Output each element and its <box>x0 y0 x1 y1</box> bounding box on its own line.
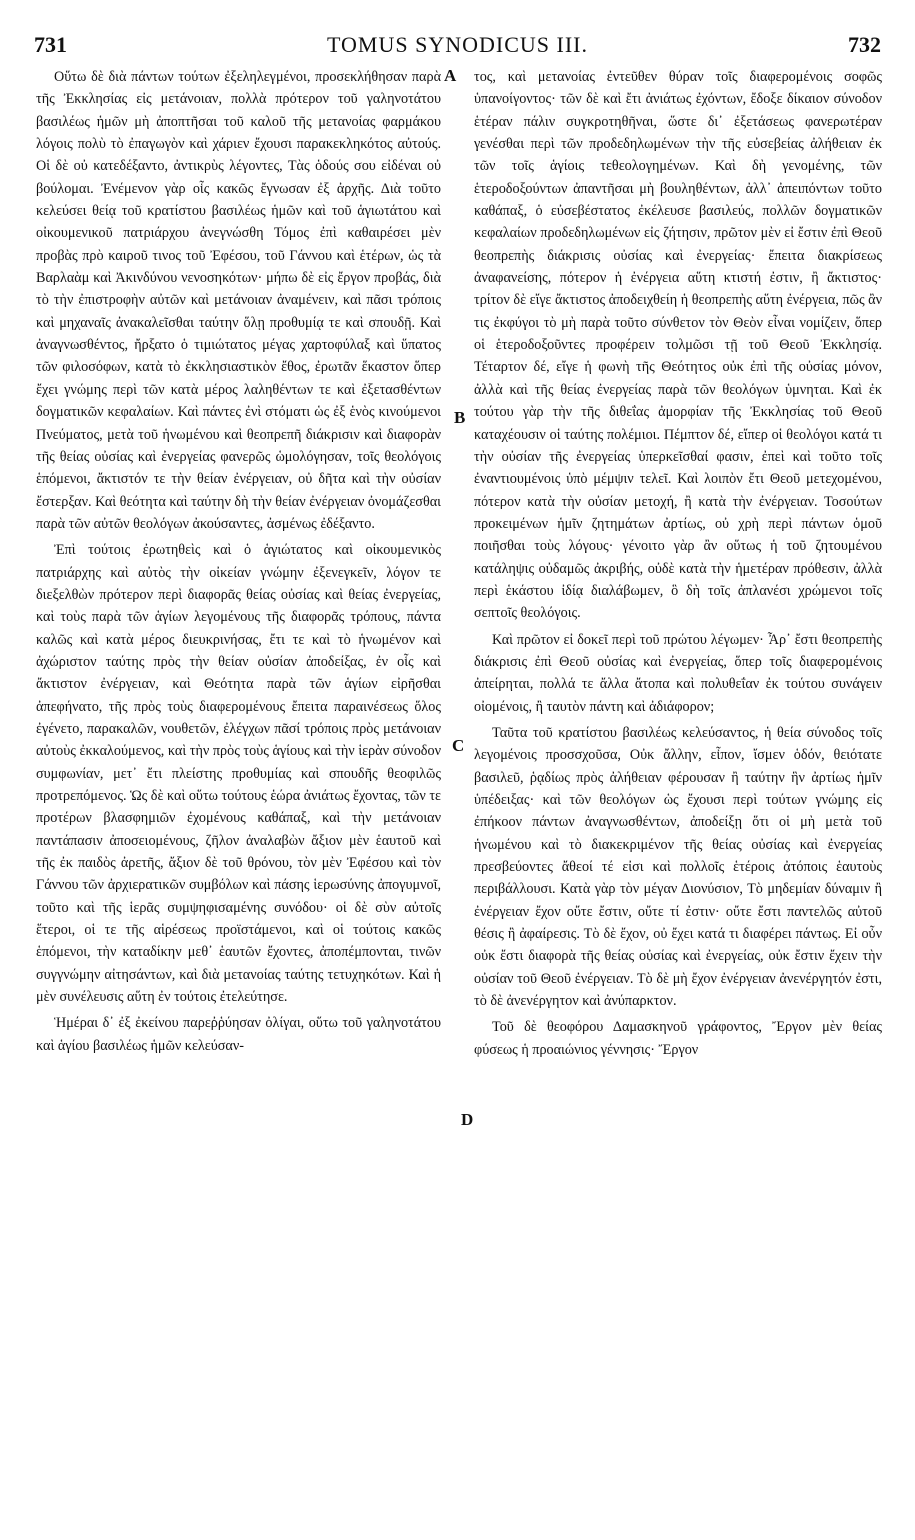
paragraph: Ταῦτα τοῦ κρατίστου βασιλέως κελεύσαντος, ἡ θεία σύνοδος τοῖς λεγομένοις προσσχοῦσα, Οὐκ ἄλλην, εἶπον, ἴσμεν ὁδόν, θειότατε βασιλεῦ, ῥᾳδίως πρὸς ἀλήθειαν φέρουσαν ἢ ταύτην ἣν ἀρτίως ἡμῖν ὑπέδειξας· καὶ τῶν θεολόγων ὡς ἔχουσι περὶ τούτων γνώμης εἰς ἐπήκοον πάντων ἀναγνωσθέντων, ἀποδείξῃ ὅτι οἱ μὴ μετὰ τοῦ ἡνωμένου καὶ τὸ διακεκριμένον τῆς θείας οὐσίας καὶ ἐνεργείας πρεσβεύοντες ἄθεοί τέ εἰσι καὶ πολλοῖς ἑτέροις ἀτόποις ἑαυτοὺς περιβάλλουσι. Κατὰ γὰρ τὸν μέγαν Διονύσιον, Τὸ μηδεμίαν δύναμιν ἢ ἐνέργειαν ἔχον οὔτε ἔστιν, οὔτε τί ἐστιν· οὔτε ἔστι παντελῶς αὐτοῦ θέσις ἢ ἀφαίρεσις. Τὸ δὲ ἔχον, οὐ ἔχει κατά τι διαφέρει πάντως. Εἰ οὖν οὐκ ἔστι διαφορὰ τῆς θείας οὐσίας καὶ ἐνεργείας, οὐκ ἔστιν ἔχειν τὴν οὐσίαν τοῦ Θεοῦ ἐνέργειαν. Τὸ δὲ μὴ ἔχον ἐνέργειαν ἀνενέργητόν ἐστι, τὸ δὲ ἀνενέργητον καὶ ἀνύπαρκτον. <box>474 724 882 1010</box>
paragraph: Καὶ πρῶτον εἰ δοκεῖ περὶ τοῦ πρώτου λέγωμεν· Ἆρ᾽ ἔστι θεοπρεπὴς διάκρισις ἐπὶ Θεοῦ οὐσίας καὶ ἐνεργείας, ὅπερ τοῖς διαφερομένοις ἀπείρηται, πολλά τε ἄλλα ἄτοπα καὶ πολυθεΐαν ἐκ τούτου συνάγειν οἰομένοις, ἢ ταυτὸν πάντη καὶ ἀδιάφορον; <box>474 631 882 715</box>
paragraph: τος, καὶ μετανοίας ἐντεῦθεν θύραν τοῖς διαφερομένοις σοφῶς ὑπανοίγοντος· τῶν δὲ καὶ ἔτι ἀνιάτως ἐχόντων, ἔδοξε δίκαιον σύνοδον ἑτέραν πάλιν συγκροτηθῆναι, ὥστε δι᾽ ἐξετάσεως φανερωτέραν γενέσθαι περὶ τῶν προδεδηλωμένων τὴν τῆς εὐσεβείας ἀλήθειαν ἐκ τῶν τοῖς ἁγίοις τεθεολογημένων. Καὶ δὴ γενομένης, τῶν ἑτεροδοξούντων ἀπαντῆσαι μὴ βουληθέντων, ἀλλ᾽ ἀπειπόντων τοῦτο καθάπαξ, ὁ εὐσεβέστατος ἐκέλευσε βασιλεύς, πολλῶν δογματικῶν κεφαλαίων προδεδηλωμένων εἰς ζήτησιν, πρῶτον μὲν εἰ ἔστιν ἐπὶ Θεοῦ θεοπρεπὴς διάκρισις οὐσίας καὶ ἐνεργείας· ἔπειτα διακρίσεως ἀναφανείσης, πότερον ἡ ἐνέργεια αὕτη κτιστή ἐστιν, ἢ ἄκτιστος· τρίτον δὲ εἴγε ἄκτιστος ἀποδειχθείη ἡ θεοπρεπὴς αὕτη ἐνέργεια, πῶς ἂν τις ἐκφύγοι τὸ μὴ παρὰ τοῦτο σύνθετον τὸν Θεὸν εἶναι νομίζειν, ὅπερ οἱ ἑτεροδοξοῦντες προφέρειν τολμῶσι τῇ τοῦ Θεοῦ Ἐκκλησίᾳ. Τέταρτον δέ, εἴγε ἡ φωνὴ τῆς Θεότητος οὐκ ἐπὶ τῆς οὐσίας μόνον, ἀλλὰ καὶ τῆς θείας ἐνεργείας παρὰ τῶν θεολόγων ὑμνηται. Καὶ ἐκ τούτου γὰρ τὴν τῆς διθεΐας ἀμορφίαν τῆς Ἐκκλησίας τοῦ Θεοῦ καταχέουσιν οἱ ταύτης πολέμιοι. Πέμπτον δέ, εἴπερ οἱ θεολόγοι κατά τι τὴν οὐσίαν τῆς ἐνεργείας ὑπερκεῖσθαί φασιν, ἐπεὶ καὶ τοῦτο τοῖς ἐναντιουμένοις ὑπὸ μέμψιν τελεῖ. Καὶ λοιπὸν ἔτι Θεοῦ μετεχομένου, πότερον κατὰ τὴν οὐσίαν μετοχή, ἢ κατὰ τὴν ἐνέργειαν. Τοσούτων προκειμένων ἡμῖν ζητημάτων ἀρτίως, οὐ χρὴ περὶ πάντων ὁμοῦ ποιῆσθαι τοὺς λόγους· γένοιτο γὰρ ἂν οὕτως ἡ τοῦ ζητουμένου κατάληψις οὐδαμῶς ἀκριβής, οὐδὲ κατὰ τὴν ἡμετέραν πρόθεσιν, ἀλλὰ περὶ ἑκάστου ἰδίᾳ διαλάβωμεν, ὃ δὴ τοῖς ἀπλανέσι χρώμενοι τοῖς σεπτοῖς θεολόγοις. <box>474 69 882 622</box>
left-column <box>36 66 441 1057</box>
page-number-right: 732 <box>848 32 881 57</box>
margin-letter-b: B <box>454 408 466 427</box>
paragraph: Ἐπὶ τούτοις ἐρωτηθεὶς καὶ ὁ ἁγιώτατος καὶ οἰκουμενικὸς πατριάρχης καὶ αὐτὸς τὴν οἰκείαν γνώμην ἐξενεγκεῖν, λόγον τε διεξελθὼν πρότερον περὶ διαφορᾶς θείας οὐσίας καὶ θείας ἐνεργείας, καὶ τοὺς παρὰ τῶν ἁγίων λεγομένους τῆς διαφορᾶς τρόπους, πάντα καλῶς καὶ κατὰ μέρος διευκρινήσας, ἔτι τε καὶ τὸ ἡνωμένον καὶ ἀχώριστον ταύτης πρὸς τὴν θείαν οὐσίαν ἀποδείξας, ἐν οἷς καὶ ἄκτιστον ἐνέργειαν, καὶ Θεότητα παρὰ τῶν ἁγίων εἰρῆσθαι ἀπεφήνατο, τῆς πρὸς τοὺς διαφερομένους ἔπειτα παραινέσεως ὅλος ἐγένετο, παρακαλῶν, νουθετῶν, ἐλέγχων πᾶσί τρόποις πρὸς μετάνοιαν αὐτοὺς ἐκκαλούμενος, καὶ τὴν πρὸς τοὺς ἁγίους καὶ τὴν ἱερὰν σύνοδον συμφωνίαν, μετ᾽ ἔτι πλείστης προθυμίας καὶ σπουδῆς θεοφιλῶς προτρεπόμενος. Ὡς δὲ καὶ οὕτω τούτους ἑώρα ἀνιάτως ἔχοντας, τῶν τε προτέρων βλασφημιῶν ἐχομένους καθάπαξ, καὶ τὴν μετάνοιαν παντάπασιν ἀποσειομένους, ζῆλον ἀναλαβὼν ἄξιον μὲν ἑαυτοῦ καὶ τῆς ἐκ παιδὸς ἀρετῆς, ἄξιον δὲ τοῦ θρόνου, τὸν μὲν Ἐφέσου καὶ τὸν Γάννου τῶν ἀρχιερατικῶν συμβόλων καὶ πάσης ἱερωσύνης ἀπογυμνοῖ, τοῦτο καὶ τῆς ἱερᾶς συμψηφισαμένης συνόδου· οἱ δὲ σὺν αὐτοῖς ἕτεροι, οἱ τε τῆς αἱρέσεως προϊστάμενοι, καὶ οἱ τούτοις κακῶς ἑπόμενοι, τὴν καταδίκην μεθ᾽ ἑαυτῶν ἔχοντες, ἀποπέμπονται, τινῶν συγγνώμην αἰτησάντων, καὶ διὰ μετανοίας ταύτης τετυχηκότων. Καὶ ἡ μὲν συνέλευσις αὕτη ἐν τούτοις ἐτελεύτησε. <box>36 542 441 1006</box>
margin-letter-d: D <box>461 1110 474 1129</box>
paragraph: Οὕτω δὲ διὰ πάντων τούτων ἐξεληλεγμένοι, προσεκλήθησαν παρὰ τῆς Ἐκκλησίας εἰς μετάνοιαν, πολλὰ πρότερον τοῦ γαληνοτάτου βασιλέως ἡμῶν μὴ ἀποπτῆσαι τοῦ καλοῦ τῆς μετανοίας φαρμάκου λόγοις πολὺ τὸ ἐπαγωγὸν καὶ χάριεν ἔχουσι παρακεκληκότος αὐτούς. Οἱ δὲ οὐ κατεδέξαντο, ἀντικρὺς λέγοντες, Τὰς ὁδούς σου εἰδέναι οὐ βούλομαι. Ἐνέμενον γὰρ οἷς κακῶς ἔγνωσαν ἐξ ἀρχῆς. Διὰ τοῦτο κελεύσει θείᾳ τοῦ κρατίστου βασιλέως ἡμῶν καὶ τοῦ ἁγιωτάτου καὶ οἰκουμενικοῦ πατριάρχου ἀνεγνώσθη Τόμος ἐπὶ καθαιρέσει μὲν προβὰς πρὸ καιροῦ τινος τοῦ Ἐφέσου, τοῦ Γάννου καὶ ἑτέρων, ὡς τὰ Βαρλαὰμ καὶ Ἀκινδύνου νενοσηκότων· μήπω δὲ εἰς ἔργον προβάς, διὰ τὸ τὴν ἐπιστροφὴν αὐτῶν καὶ μετάνοιαν ἀναμένειν, καὶ πᾶσι τρόποις καὶ μηχαναῖς ἀνακαλεῖσθαι ταύτην ὅλῃ προθυμίᾳ τε καὶ σπουδῇ. Καὶ ἀναγνωσθέντος, ἤρξατο ὁ τιμιώτατος μέγας χαρτοφύλαξ καὶ ὕπατος τῶν φιλοσόφων, κατὰ τὸ ἐκκλησιαστικὸν ἔθος, ἐρωτᾶν ἕκαστον ὅπερ ἔχει γνώμης περὶ τῶν κατὰ μέρος λαληθέντων τε καὶ ἐξετασθέντων δογματικῶν κεφαλαίων. Καὶ πάντες ἐνὶ στόματι ὡς ἐξ ἑνὸς κινούμενοι Πνεύματος, μετὰ τοῦ ἡνωμένου καὶ θεοπρεπῆ διάκρισιν καὶ διαφορὰν τῆς θείας οὐσίας καὶ ἐνεργείας φανερῶς ὡμολόγησαν, τοῖς θεολόγοις ἑπόμενοι, ἄκτιστόν τε τὴν θείαν ἐνέργειαν, οὐ δῆτα καὶ τὴν οὐσίαν ἔστερξαν. Καὶ θεότητα καὶ ταύτην δὴ τὴν θείαν ἐνέργειαν ὀνομάζεσθαι παρὰ τῶν αὐτῶν θεολόγων ἀκούσαντες, ἀσμένως ἐδέξαντο. <box>36 69 441 532</box>
page-number-left: 731 <box>34 32 67 57</box>
page-title: TOMUS SYNODICUS III. <box>326 32 588 57</box>
paragraph: Ἡμέραι δ᾽ ἐξ ἐκείνου παρεῤῥύησαν ὀλίγαι, οὕτω τοῦ γαληνοτάτου καὶ ἁγίου βασιλέως ἡμῶν κελεύσαν- <box>36 1015 441 1054</box>
right-column <box>474 66 882 1061</box>
margin-letter-c: C <box>452 736 465 755</box>
margin-letter-a: A <box>444 66 457 85</box>
paragraph: Τοῦ δὲ θεοφόρου Δαμασκηνοῦ γράφοντος, Ἔργον μὲν θείας φύσεως ἡ προαιώνιος γέννησις· Ἔργον <box>474 1019 882 1058</box>
running-head <box>34 32 881 58</box>
